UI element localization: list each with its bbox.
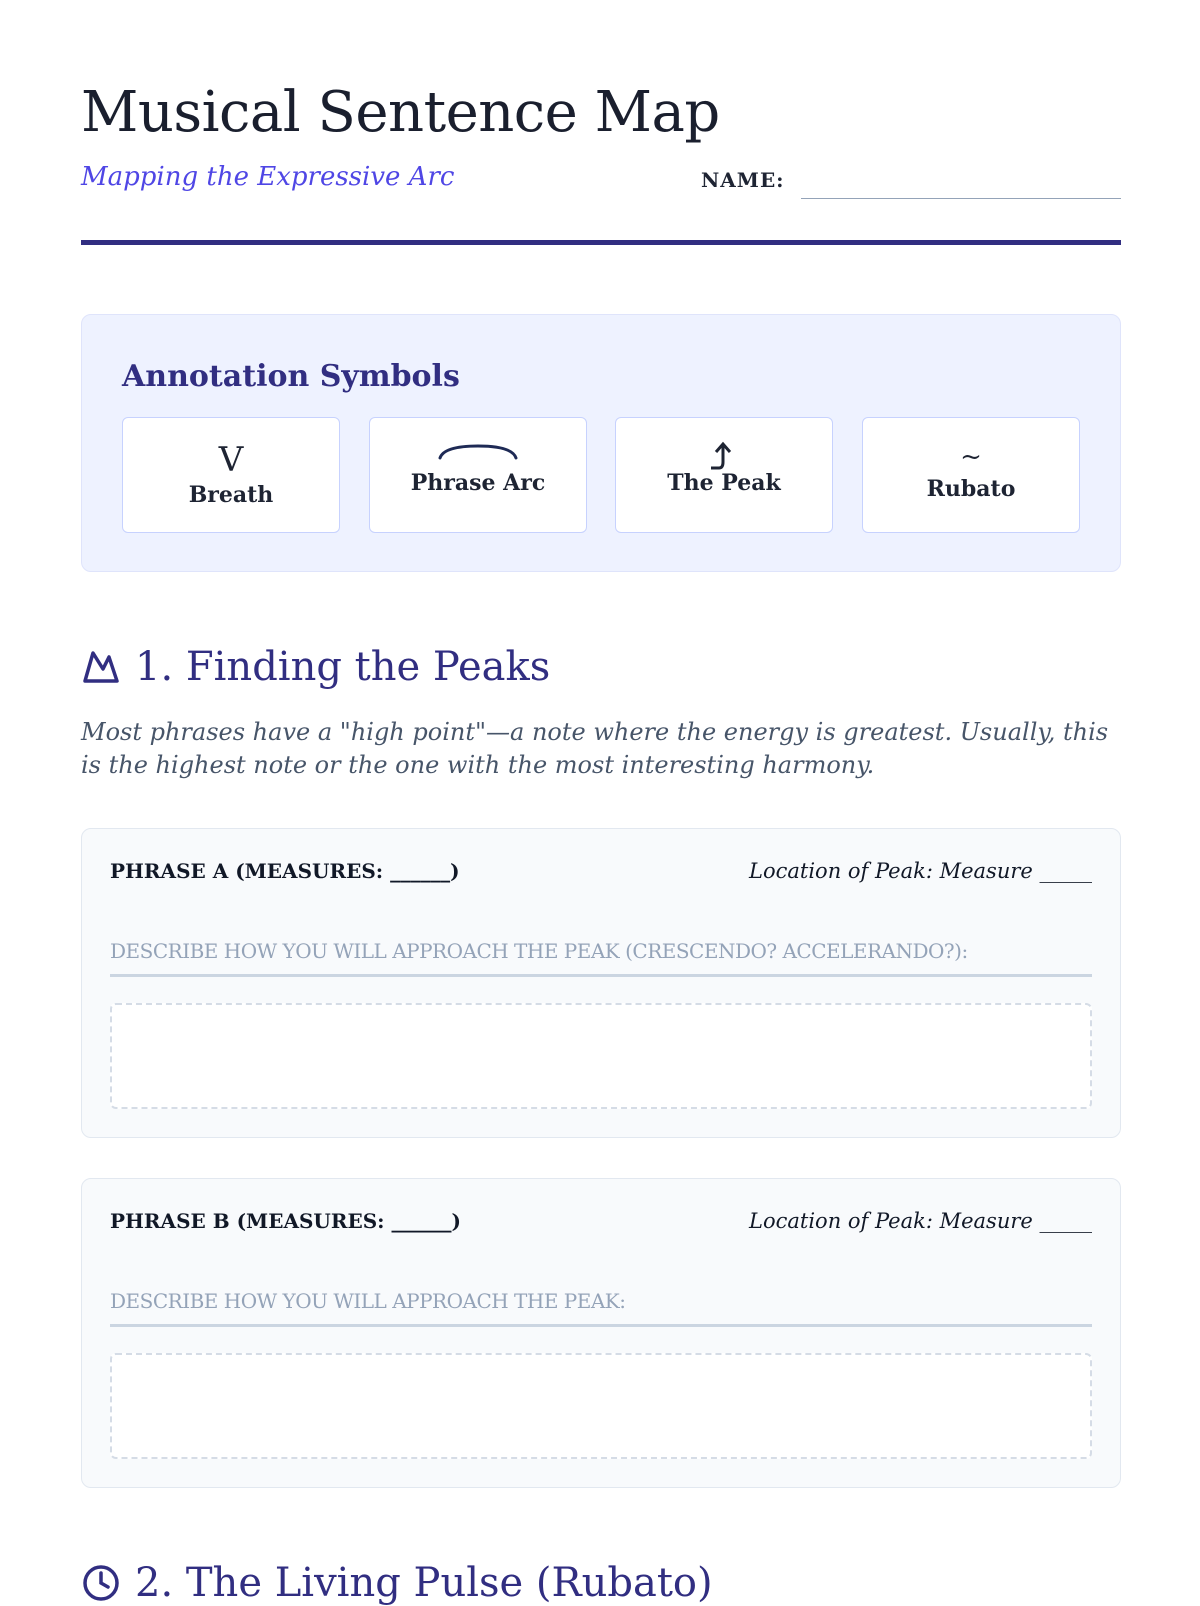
legend-title: Annotation Symbols (122, 359, 460, 394)
phrase-arc-icon (370, 440, 586, 468)
symbol-label: The Peak (667, 470, 781, 496)
symbol-label: Rubato (926, 476, 1016, 502)
section-heading-peaks (81, 644, 550, 690)
tilde-icon: ~ (960, 442, 982, 472)
symbol-card-breath (122, 417, 340, 533)
peak-location-label: Location of Peak: Measure _____ (749, 859, 1092, 883)
phrase-card-a (81, 828, 1121, 1138)
name-label: NAME: (701, 168, 785, 192)
symbol-card-peak (615, 417, 833, 533)
prompt-underline (110, 974, 1092, 977)
phrase-measures-label: PHRASE B (MEASURES: ______) (110, 1209, 461, 1233)
phrase-card-b (81, 1178, 1121, 1488)
peak-arrow-icon (616, 440, 832, 468)
symbol-card-rubato (862, 417, 1080, 533)
symbol-card-phrase-arc (369, 417, 587, 533)
section-heading-rubato (81, 1560, 713, 1606)
page-subtitle: Mapping the Expressive Arc (81, 162, 455, 192)
phrase-measures-label: PHRASE A (MEASURES: ______) (110, 859, 460, 883)
page-title: Musical Sentence Map (81, 80, 720, 145)
peak-location-label: Location of Peak: Measure _____ (749, 1209, 1092, 1233)
section-title: 2. The Living Pulse (Rubato) (135, 1560, 713, 1606)
prompt-underline (110, 1324, 1092, 1327)
symbol-label: Breath (188, 482, 274, 508)
approach-prompt: DESCRIBE HOW YOU WILL APPROACH THE PEAK: (110, 1289, 626, 1313)
section-title: 1. Finding the Peaks (135, 644, 551, 690)
answer-box[interactable] (110, 1353, 1092, 1459)
section-intro: Most phrases have a "high point"—a note where the energy is greatest. Usually, this is the highest note or the one with the most interesting harmony. (81, 718, 1109, 779)
mountain-icon (81, 647, 121, 687)
annotation-legend (81, 314, 1121, 572)
answer-box[interactable] (110, 1003, 1092, 1109)
symbol-label: Phrase Arc (410, 470, 546, 496)
approach-prompt: DESCRIBE HOW YOU WILL APPROACH THE PEAK (CRESCENDO? ACCELERANDO?): (110, 939, 968, 963)
header-divider (81, 240, 1121, 245)
name-field[interactable] (801, 198, 1121, 199)
clock-icon (81, 1563, 121, 1603)
breath-mark-icon: V (218, 440, 244, 480)
